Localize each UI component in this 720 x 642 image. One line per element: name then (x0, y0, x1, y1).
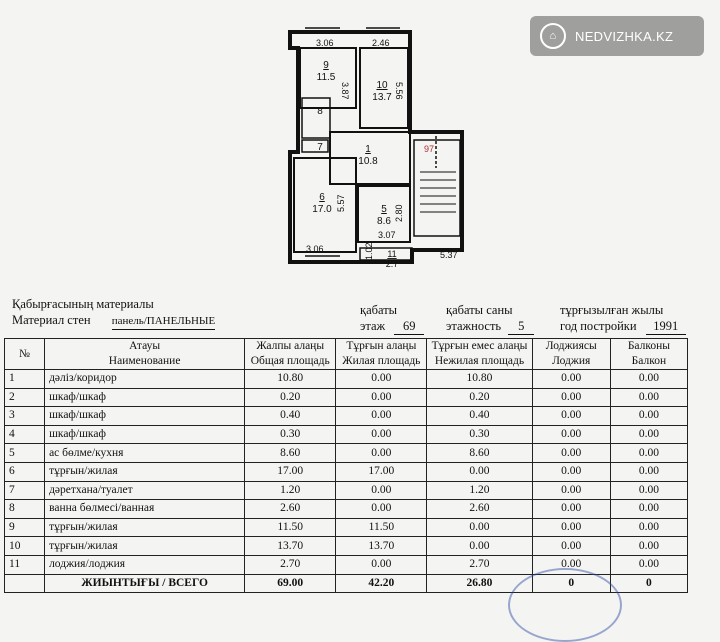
row-nonliving: 1.20 (427, 481, 532, 500)
table-row (5, 444, 688, 463)
row-loggia: 0.00 (532, 444, 610, 463)
dim-label: 5.56 (394, 82, 404, 100)
row-nonliving: 10.80 (427, 370, 532, 389)
build-year-label-ru: год постройки (560, 319, 637, 333)
row-loggia: 0.00 (532, 407, 610, 426)
row-nonliving: 0.40 (427, 407, 532, 426)
row-balcony: 0.00 (610, 500, 687, 519)
row-nonliving: 0.00 (427, 462, 532, 481)
total-spacer (5, 574, 45, 593)
table-row (5, 425, 688, 444)
stamp-seal (508, 568, 622, 642)
row-name: тұрғын/жилая (45, 537, 245, 556)
row-name: ванна бөлмесі/ванная (45, 500, 245, 519)
table-header-row (5, 339, 688, 370)
row-number: 9 (5, 518, 45, 537)
total-living: 42.20 (336, 574, 427, 593)
row-total: 11.50 (245, 518, 336, 537)
row-balcony: 0.00 (610, 388, 687, 407)
dim-label: 97 (424, 144, 435, 154)
row-number: 11 (5, 555, 45, 574)
table-row (5, 370, 688, 389)
build-year-field (560, 302, 686, 335)
row-name: шкаф/шкаф (45, 425, 245, 444)
col-header-living: Тұрғын алаңы Жилая площадь (336, 339, 427, 370)
room-explication-table (4, 338, 688, 593)
row-loggia: 0.00 (532, 481, 610, 500)
floors-count-field (446, 302, 534, 335)
row-living: 0.00 (336, 388, 427, 407)
row-balcony: 0.00 (610, 537, 687, 556)
table-row (5, 388, 688, 407)
house-icon: ⌂ (540, 23, 566, 49)
row-nonliving: 0.20 (427, 388, 532, 407)
row-name: лоджия/лоджия (45, 555, 245, 574)
room-number: 1 (365, 144, 371, 155)
dim-label: 5.57 (336, 194, 346, 212)
row-living: 0.00 (336, 425, 427, 444)
row-loggia: 0.00 (532, 500, 610, 519)
row-living: 0.00 (336, 481, 427, 500)
row-nonliving: 8.60 (427, 444, 532, 463)
row-total: 0.20 (245, 388, 336, 407)
room-area: 13.7 (372, 92, 392, 103)
col-header-num: № (5, 339, 45, 370)
row-balcony: 0.00 (610, 370, 687, 389)
watermark-badge (530, 16, 704, 56)
room-area: 11.5 (316, 72, 336, 83)
table-row (5, 537, 688, 556)
wall-material-field (12, 296, 215, 330)
row-loggia: 0.00 (532, 425, 610, 444)
room-area: 10.8 (358, 156, 378, 167)
row-living: 0.00 (336, 555, 427, 574)
row-loggia: 0.00 (532, 555, 610, 574)
row-name: тұрғын/жилая (45, 518, 245, 537)
row-total: 0.30 (245, 425, 336, 444)
room-number: 9 (323, 60, 329, 71)
room-7-outline (302, 140, 328, 152)
dim-label: 3.87 (340, 82, 350, 100)
row-balcony: 0.00 (610, 444, 687, 463)
row-name: шкаф/шкаф (45, 388, 245, 407)
table-row (5, 518, 688, 537)
build-year-value: 1991 (646, 318, 686, 335)
row-loggia: 0.00 (532, 388, 610, 407)
row-number: 6 (5, 462, 45, 481)
floor-label-ru: этаж (360, 319, 386, 333)
room-8-outline (302, 98, 330, 138)
row-living: 0.00 (336, 407, 427, 426)
dim-label: 3.06 (316, 38, 334, 48)
row-name: дәліз/коридор (45, 370, 245, 389)
dim-label: 5.37 (440, 250, 458, 260)
watermark-text: NEDVIZHKA.KZ (575, 28, 674, 44)
dim-label: 3.06 (306, 244, 324, 254)
row-living: 13.70 (336, 537, 427, 556)
room-number: 6 (319, 192, 325, 203)
room-area: 17.0 (312, 204, 332, 215)
row-balcony: 0.00 (610, 481, 687, 500)
row-nonliving: 2.70 (427, 555, 532, 574)
row-total: 10.80 (245, 370, 336, 389)
row-name: дәретхана/туалет (45, 481, 245, 500)
table-row (5, 481, 688, 500)
row-total: 0.40 (245, 407, 336, 426)
row-nonliving: 0.30 (427, 425, 532, 444)
dim-label: 2.46 (372, 38, 390, 48)
row-number: 2 (5, 388, 45, 407)
row-total: 13.70 (245, 537, 336, 556)
room-area: 8.6 (377, 216, 391, 227)
row-living: 11.50 (336, 518, 427, 537)
room-area: 2.7 (385, 259, 399, 269)
table-row (5, 462, 688, 481)
room-number: 11 (387, 249, 397, 259)
row-number: 10 (5, 537, 45, 556)
row-nonliving: 0.00 (427, 537, 532, 556)
row-total: 8.60 (245, 444, 336, 463)
row-balcony: 0.00 (610, 425, 687, 444)
col-header-total: Жалпы алаңы Общая площадь (245, 339, 336, 370)
row-name: тұрғын/жилая (45, 462, 245, 481)
floors-count-label-kz: қабаты саны (446, 303, 513, 317)
row-living: 0.00 (336, 444, 427, 463)
row-loggia: 0.00 (532, 370, 610, 389)
col-header-balcony: Балконы Балкон (610, 339, 687, 370)
wall-material-value: панель/ПАНЕЛЬНЫЕ (112, 313, 216, 330)
wall-material-label-kz: Қабырғасының материалы (12, 297, 154, 311)
row-loggia: 0.00 (532, 462, 610, 481)
row-balcony: 0.00 (610, 407, 687, 426)
room-number: 7 (317, 142, 323, 153)
row-number: 1 (5, 370, 45, 389)
row-number: 7 (5, 481, 45, 500)
stair-steps (420, 172, 456, 212)
col-header-name: Атауы Наименование (45, 339, 245, 370)
dim-label: 1.02 (364, 242, 374, 260)
total-nonliving: 26.80 (427, 574, 532, 593)
total-total: 69.00 (245, 574, 336, 593)
row-number: 3 (5, 407, 45, 426)
room-number: 5 (381, 204, 387, 215)
dim-label: 2.80 (394, 204, 404, 222)
table-row (5, 407, 688, 426)
row-loggia: 0.00 (532, 537, 610, 556)
row-total: 17.00 (245, 462, 336, 481)
total-loggia: 0 (532, 574, 610, 593)
row-total: 2.70 (245, 555, 336, 574)
row-balcony: 0.00 (610, 555, 687, 574)
wall-material-label-ru: Материал стен (12, 313, 91, 327)
table-row (5, 500, 688, 519)
row-balcony: 0.00 (610, 462, 687, 481)
floor-label-kz: қабаты (360, 303, 398, 317)
room-number: 8 (317, 106, 323, 117)
row-number: 4 (5, 425, 45, 444)
total-balcony: 0 (610, 574, 687, 593)
row-balcony: 0.00 (610, 518, 687, 537)
floors-count-value: 5 (508, 318, 534, 335)
row-nonliving: 0.00 (427, 518, 532, 537)
floors-count-label-ru: этажность (446, 319, 502, 333)
col-header-nonliving: Тұрғын емес алаңы Нежилая площадь (427, 339, 532, 370)
row-living: 17.00 (336, 462, 427, 481)
row-living: 0.00 (336, 500, 427, 519)
row-number: 5 (5, 444, 45, 463)
col-header-loggia: Лоджиясы Лоджия (532, 339, 610, 370)
row-total: 2.60 (245, 500, 336, 519)
floor-field (360, 302, 424, 335)
dim-label: 3.07 (378, 230, 396, 240)
row-loggia: 0.00 (532, 518, 610, 537)
floor-value: 69 (394, 318, 424, 335)
row-nonliving: 2.60 (427, 500, 532, 519)
row-name: шкаф/шкаф (45, 407, 245, 426)
row-number: 8 (5, 500, 45, 519)
build-year-label-kz: тұрғызылған жылы (560, 303, 664, 317)
row-name: ас бөлме/кухня (45, 444, 245, 463)
total-label: ЖИЫНТЫҒЫ / ВСЕГО (45, 574, 245, 593)
row-living: 0.00 (336, 370, 427, 389)
room-number: 10 (376, 80, 388, 91)
row-total: 1.20 (245, 481, 336, 500)
